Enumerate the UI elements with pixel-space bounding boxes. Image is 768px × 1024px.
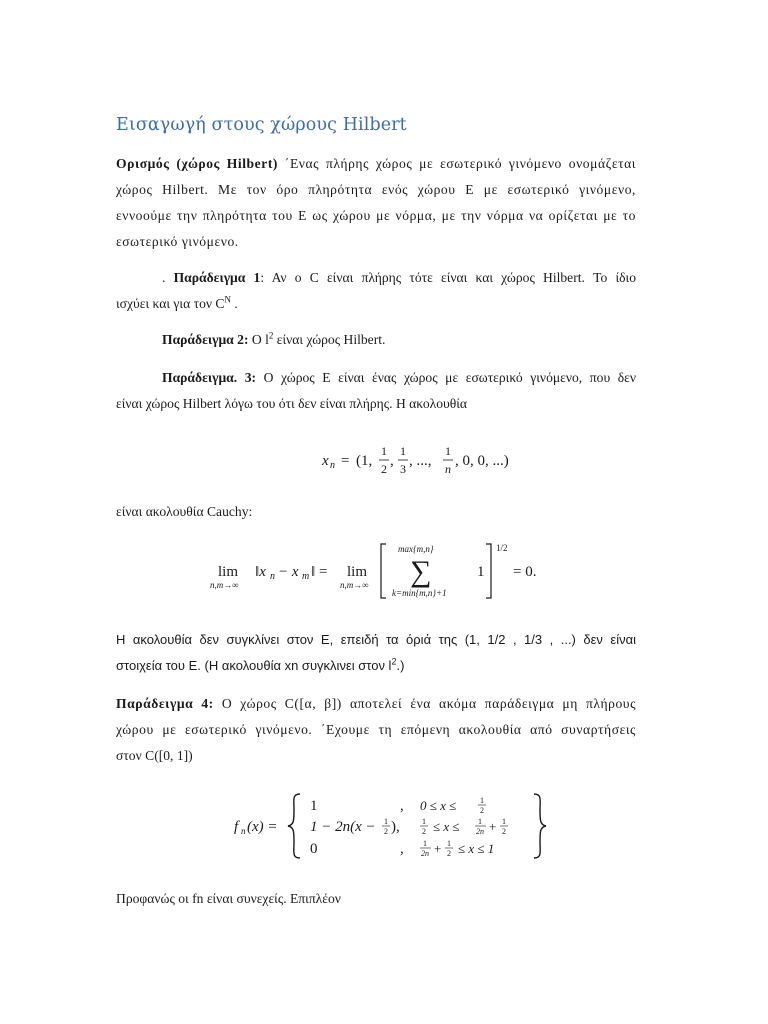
frac-denominator: 2 — [447, 849, 451, 858]
example3-line: Ο χώρος Ε είναι ένας χώρος με εσωτερικό γινόμενο, που δεν — [256, 370, 637, 385]
eq-equals: = — [341, 453, 350, 469]
left-brace — [288, 794, 300, 858]
sum-lower-limit: k=min{m,n}+1 — [392, 588, 447, 598]
case-value: 1 − 2n(x − — [310, 819, 376, 835]
case-plus: + — [489, 819, 497, 834]
convergence-line: Η ακολουθία δεν συγκλίνει στον Ε, επειδή τα όριά της (1, 1/2 , 1/3 , ...) δεν είναι — [116, 632, 636, 647]
definition-line: εννοούμε την πληρότητα του Ε ως χώρου με νόρμα, με την νόρμα να ορίζεται με το — [116, 208, 636, 223]
frac-numerator: 1 — [480, 796, 484, 805]
example1-line: ισχύει και για τον C — [116, 296, 225, 311]
example3-paragraph — [116, 365, 636, 417]
example1-label: Παράδειγμα 1 — [173, 270, 261, 285]
example1-prefix: . — [162, 270, 174, 285]
example2-paragraph — [116, 327, 636, 353]
superscript-n: N — [224, 294, 231, 305]
case-comma: ), — [391, 819, 400, 835]
eq-norm: ‖x — [255, 564, 266, 580]
frac-denominator: 2 — [502, 827, 506, 836]
closing-text: Προφανώς οι fn είναι συνεχείς. Επιπλέον — [116, 891, 341, 906]
eq-subscript: m — [302, 571, 310, 582]
eq-open: (1, — [356, 453, 373, 469]
frac-denominator: n — [445, 462, 451, 476]
cauchy-text: είναι ακολουθία Cauchy: — [116, 504, 253, 519]
piecewise-equation — [232, 790, 552, 862]
convergence-paragraph — [116, 627, 636, 679]
superscript-2: 2 — [391, 656, 397, 667]
eq-tail: , 0, 0, ...) — [455, 453, 509, 469]
eq-lhs: (x) = — [247, 819, 278, 835]
example2-label: Παράδειγμα 2: — [162, 332, 249, 347]
case-condition: ≤ x ≤ — [433, 819, 460, 834]
example3-label: Παράδειγμα. 3: — [162, 370, 257, 385]
definition-line: εσωτερικό γινόμενο. — [116, 234, 239, 249]
eq-symbol: x — [322, 453, 329, 469]
eq-lim-sub: n,m→∞ — [210, 580, 239, 590]
eq-ellipsis: , ..., — [409, 453, 432, 469]
eq-subscript: n — [330, 460, 335, 471]
definition-line: ΄Ενας πλήρης χώρος με εσωτερικό γινόμενο ονομάζεται — [284, 156, 636, 171]
case-comma: , — [400, 798, 404, 814]
eq-lim: lim — [218, 564, 239, 580]
eq-lim: lim — [347, 564, 368, 580]
frac-numerator: 1 — [447, 839, 451, 848]
frac-numerator: 1 — [384, 817, 388, 826]
frac-denominator: 2 — [381, 462, 387, 476]
example1-line-end: . — [230, 296, 238, 311]
closing-paragraph — [116, 886, 636, 912]
example4-line: στον C([0, 1]) — [116, 748, 193, 763]
eq-exponent: 1/2 — [496, 543, 508, 553]
case-value: 0 — [310, 841, 318, 857]
frac-numerator: 1 — [422, 817, 426, 826]
case-comma: , — [400, 841, 404, 857]
right-brace — [534, 794, 546, 858]
frac-numerator: 1 — [381, 444, 387, 458]
sum-upper-limit: max{m,n} — [398, 544, 434, 554]
example3-line: είναι χώρος Hilbert λόγω του ότι δεν είναι πλήρης. Η ακολουθία — [116, 396, 468, 411]
example4-line: χώρου με εσωτερικό γινόμενο. ΄Εχουμε τη επόμενη ακολουθία από συναρτήσεις — [116, 722, 636, 737]
case-condition: 0 ≤ x ≤ — [420, 798, 457, 813]
cauchy-paragraph — [116, 499, 636, 525]
eq-lim-sub: n,m→∞ — [340, 580, 369, 590]
convergence-line-end: .) — [396, 658, 405, 673]
definition-label: Ορισμός (χώρος Hilbert) — [116, 156, 278, 171]
definition-line: χώρος Hilbert. Με τον όρο πληρότητα ενός χώρου Ε με εσωτερικό γινόμενο, — [116, 182, 636, 197]
frac-numerator: 1 — [423, 839, 427, 848]
frac-denominator: 2 — [480, 806, 484, 815]
example4-line: Ο χώρος C([α, β]) αποτελεί ένα ακόμα παράδειγμα μη πλήρους — [213, 696, 637, 711]
example1-line: : Αν ο C είναι πλήρης τότε είναι και χώρος Hilbert. Το ίδιο — [260, 270, 636, 285]
frac-denominator: 2 — [384, 827, 388, 836]
case-condition: ≤ x ≤ 1 — [458, 841, 495, 856]
eq-minus: − x — [278, 564, 299, 580]
eq-subscript: n — [270, 571, 275, 582]
frac-denominator: 2 — [422, 827, 426, 836]
frac-numerator: 1 — [445, 444, 451, 458]
frac-denominator: 2n — [421, 849, 429, 858]
eq-result: = 0. — [513, 564, 537, 580]
frac-numerator: 1 — [478, 817, 482, 826]
case-value: 1 — [310, 798, 318, 814]
frac-numerator: 1 — [502, 817, 506, 826]
eq-subscript: n — [241, 826, 246, 836]
eq-symbol: f — [234, 819, 239, 835]
example4-label: Παράδειγμα 4: — [116, 696, 214, 711]
limit-equation — [206, 538, 556, 608]
example2-text-end: είναι χώρος Hilbert. — [273, 332, 386, 347]
eq-norm-close: ‖ = — [311, 564, 328, 580]
definition-paragraph — [116, 151, 636, 255]
frac-numerator: 1 — [400, 444, 406, 458]
eq-comma: , — [390, 453, 394, 469]
case-plus: + — [434, 841, 442, 856]
sequence-equation — [318, 440, 518, 484]
convergence-line: στοιχεία του Ε. (Η ακολουθία xn συγκλινει στον l — [116, 658, 392, 673]
page-title: Εισαγωγή στους χώρους Hilbert — [116, 115, 407, 135]
left-bracket — [381, 544, 386, 598]
example2-text: O l — [248, 332, 269, 347]
superscript-2: 2 — [268, 330, 274, 341]
example4-paragraph — [116, 691, 636, 769]
frac-denominator: 3 — [400, 462, 406, 476]
frac-denominator: 2n — [476, 827, 484, 836]
right-bracket — [486, 544, 491, 598]
sigma-symbol: ∑ — [410, 555, 432, 588]
example1-paragraph — [116, 265, 636, 317]
sum-term: 1 — [477, 564, 485, 580]
